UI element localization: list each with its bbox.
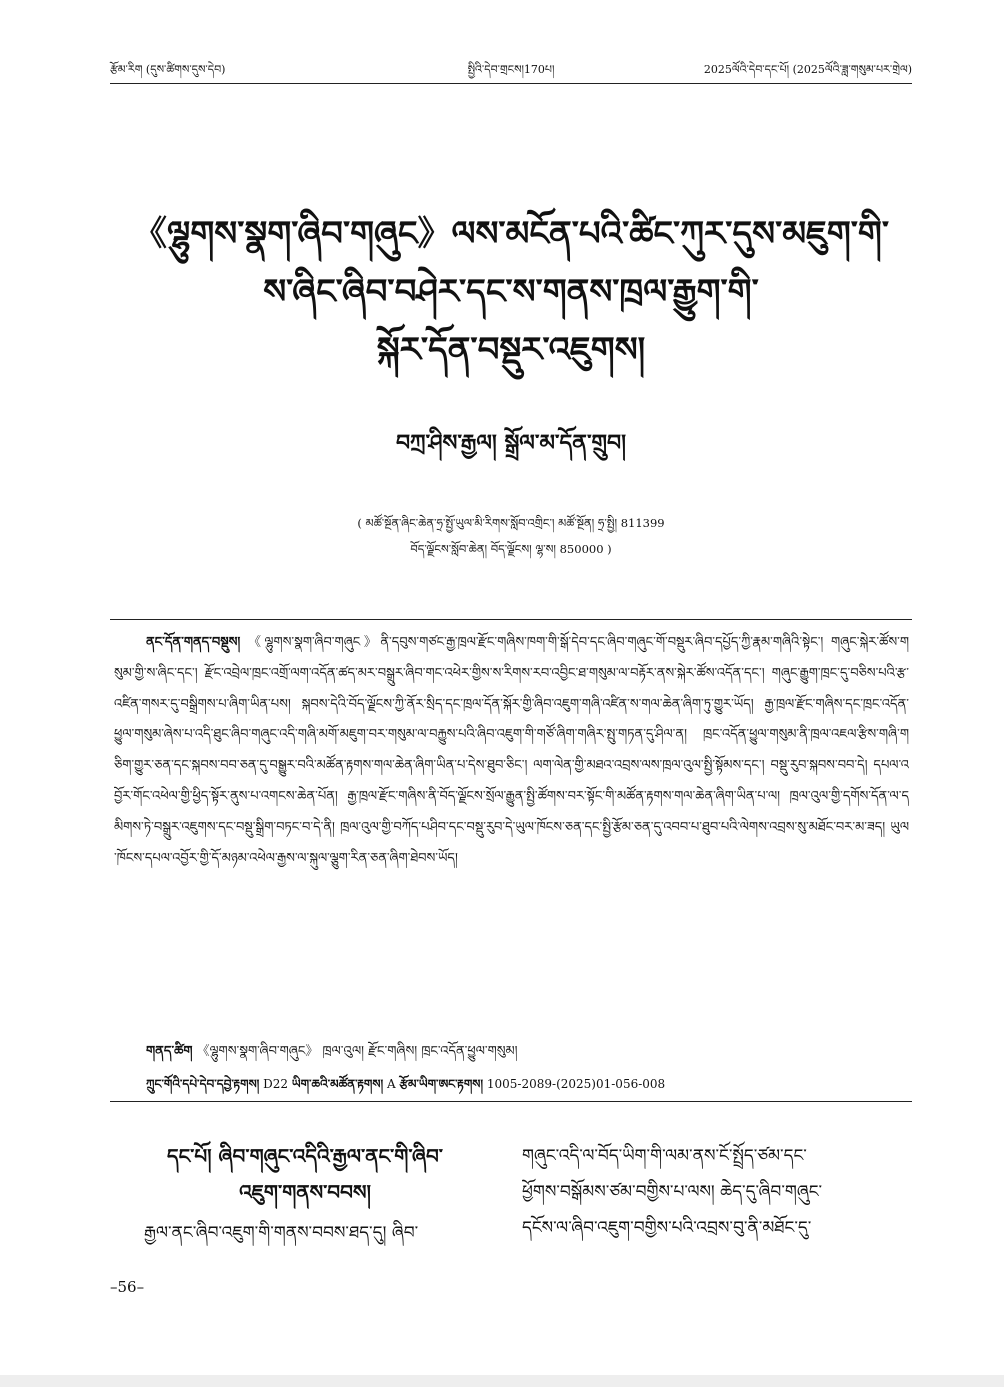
body-line: དངོས་ལ་ཞིབ་འཇུག་བགྱིས་པའི་འབྲས་བུ་ནི་མཐོང་དུ་ [522,1218,812,1238]
body-column-right [522,1138,912,1246]
page-number: –56– [110,1278,145,1296]
keywords [146,1040,518,1064]
body-line: ཕྱོགས་བསྒོམས་ཙམ་བགྱིས་པ་ལས། ཆེད་དུ་ཞིབ་གཞུང་ [522,1182,823,1202]
issue-total-number: སྤྱིའི་དེབ་གྲངས།170པ། [467,63,555,76]
running-header [110,58,912,84]
body-paragraph: རྒྱལ་ནང་ཞིབ་འཇུག་གི་གནས་བབས་ཐད་དུ། ཞིབ་ [144,1223,419,1243]
section-heading-line: འཇུག་གནས་བབས། [239,1180,371,1204]
section-heading [110,1138,500,1210]
article-number-value: 1005-2089-(2025)01-056-008 [486,1077,666,1091]
article-number-label: རྩོམ་ཡིག་ཨང་རྟགས། [399,1077,484,1091]
article-title [110,205,912,379]
document-code-label: ཡིག་ཆའི་མཚོན་རྟགས། [291,1077,384,1091]
affiliation-line: ( མཚོ་སྔོན་ཞིང་ཆེན་ཧྲ་སྤྱོ་ཡུལ་མི་རིགས་སློབ་འགྲིང་། མཚོ་སྔོན། ཧྲ་སྤྱི། 811399 [357,516,665,530]
classification-line [146,1072,665,1096]
abstract [114,628,909,874]
title-line: སྐོར་དོན་བསྡུར་འཇུགས། [376,330,646,370]
header-rule [110,83,912,84]
body-column-left [110,1138,500,1250]
affiliation-line: བོད་ལྗོངས་སློབ་ཆེན། བོད་ལྗོངས། ལྷ་ས། 850000 ) [410,542,612,556]
title-line: 《ལྷུགས་སྣག་ཞིབ་གཞུང》ལས་མངོན་པའི་ཚིང་ཀུར་དུས་མཇུག་གི་ [133,214,889,254]
title-line: ས་ཞིང་ཞིབ་བཤེར་དང་ས་གནས་ཁྲལ་རྒྱུག་གི་ [263,272,759,312]
author-affiliation [110,510,912,562]
abstract-block [110,619,912,1102]
body-line: གཞུང་འདི་ལ་བོད་ཡིག་གི་ལམ་ནས་ངོ་སྤྲོད་ཙམ་དང་ [522,1146,807,1166]
section-heading-line: དང་པོ། ཞིབ་གཞུང་འདིའི་རྒྱལ་ནང་གི་ཞིབ་ [167,1144,443,1168]
document-code-value: A [386,1077,396,1091]
issue-date: 2025ལོའི་དེབ་དང་པོ། (2025ལོའི་ཟླ་གསུམ་པར་གྲེལ) [703,63,912,76]
clc-value: D22 [263,1077,289,1091]
keywords-label: གནད་ཚིག [146,1044,193,1059]
journal-name: རྩོམ་རིག (དུས་ཚིགས་དུས་དེབ) [110,63,226,76]
abstract-label: ནང་དོན་གནད་བསྡུས། [146,635,241,650]
clc-label: ཀྲུང་གོའི་དཔེ་དེབ་དབྱེ་རྟགས། [146,1077,260,1091]
keywords-text: 《ལྷུགས་སྣག་ཞིབ་གཞུང》 ཁྲལ་འུལ། རྫོང་གཞིས། ཁྲང་འདོན་ཕྱུལ་གསུམ། [196,1044,518,1059]
author-names: བཀྲ་ཤིས་རྒྱལ། སྒྲོལ་མ་དོན་གྲུབ། [395,430,627,456]
abstract-text: 《ལྷུགས་སྣག་ཞིབ་གཞུང》ནི་དབུས་གཙང་རྒྱ་ཁྲལ་རྫོང་གཞིས་ཁག་གི་སྒོ་དེབ་དང་ཞིབ་གཞུང་གོ་བསྡུར་ཞིབ་དཔྱོད་ཀྱི་རྣམ་གཞིའི་སྟེང་། གཞུང་སྐེར་ཚོས་གསུམ་གྱི་ས་ཞིང་དང་། རྫོང་འབྲེལ་ཁྲང་འགྲོ་ལག་འདོན་ཚད་མར་བསྒྲུར་ཞིབ་གང་འཕེར་གྱིས་ས་རིགས་རབ་འབྱིང་ཐ་གསུམ་ལ་བརྟོར་ནས་སྐེར་ཚོས་འདོན་དང་། གཞུང་རྒྱུག་ཁྲང་དུ་བཅིས་པའི་རྩ་འཛིན་གསར་དུ་བསྒྲིགས་པ་ཞིག་ཡིན་པས། སྐབས་དེའི་བོད་ལྗོངས་ཀྱི་ནོར་སྲིད་དང་ཁྲལ་དོན་སྐོར་གྱི་ཞིབ་འཇུག་གཞི་འཛིན་ས་གལ་ཆེན་ཞིག་ཏུ་གྱུར་ཡོད། རྒྱ་ཁྲལ་རྫོང་གཞིས་དང་ཁྲང་འདོན་ཕྱུལ་གསུམ་ཞེས་པ་འདི་ཐུང་ཞིབ་གཞུང་འདི་གཞི་མགོ་མཇུག་བར་གསུམ་ལ་བརྐྱུས་པའི་ཞིབ་འཇུག་གི་གཙོ་ཞིག་གཞིར་སྤུ་གཏན་དུ་ཤིལ་ན། ཁྲང་འདོན་ཕྱུལ་གསུམ་ནི་ཁྲལ་འཇལ་རྩིས་གཞི་གཅིག་གྱུར་ཅན་དང་སྐབས་བབ་ཅན་དུ་བསྒྱུར་བའི་མཚོན་རྟགས་གལ་ཆེན་ཞིག་ཡིན་པ་དེས་ཐུབ་ཅིང་། ལག་ལེན་གྱི་མཐའ་འབྲས་ལས་ཁྲལ་འུལ་སྤྱི་སྟོམས་དང་། བསྡུ་རུབ་སྐབས་བབ་དེ། དཔལ་འབྱོར་གོང་འཕེལ་གྱི་ཕྱིད་སྟོར་ནུས་པ་འགངས་ཆེན་པོན། རྒྱ་ཁྲལ་རྫོང་གཞིས་ནི་བོད་ལྗོངས་སྲོལ་རྒྱུན་སྤྱི་ཚོགས་བར་སྟོང་གི་མཚོན་རྟགས་གལ་ཆེན་ཞིག་ཡིན་པ་ལ། ཁྲལ་འུལ་གྱི་དགོས་དོན་ལ་དམིགས་ཏེ་བསྒྲུར་འཇུགས་དང་བསྡུ་སྒྲིག་བཏང་བ་དེ་ནི། ཁྲལ་འུལ་གྱི་བཀོད་པཤིབ་དང་བསྡུ་རུབ་དེ་ཡུལ་ཁོངས་ཅན་དང་སྤྱི་རྩོམ་ཅན་དུ་འབབ་པ་ཐུབ་པའི་ལེགས་འབྲས་སུ་མཐོང་བར་མ་ཟད། ཡུལ་ཁོངས་དཔལ་འབྱོར་གྱི་དོ་མཉམ་འཕེལ་རྒྱས་ལ་སྐུལ་ལྕུག་རིན་ཅན་ཞིག་ཐེབས་ཡོད། [114,635,909,866]
